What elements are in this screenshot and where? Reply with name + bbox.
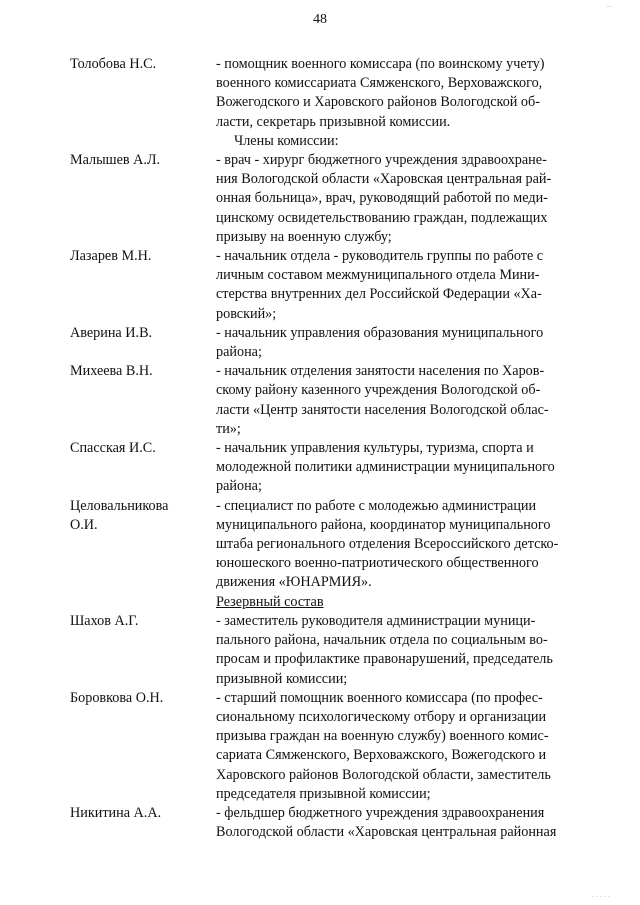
member-entry xyxy=(70,804,584,842)
role-line: юношеского военно-патриотического общественного xyxy=(216,555,539,572)
role-line: - заместитель руководителя администрации муници- xyxy=(216,612,536,629)
member-role xyxy=(216,362,584,439)
role-line: - фельдшер бюджетного учреждения здравоохранения xyxy=(216,804,545,821)
role-line: - старший помощник военного комиссара (по профес- xyxy=(216,689,543,706)
role-line: призыва граждан на военную службу) военного комис- xyxy=(216,728,549,745)
role-line: движения «ЮНАРМИЯ». xyxy=(216,574,372,591)
section-heading: Резервный состав xyxy=(216,593,324,610)
member-role xyxy=(216,612,584,689)
role-line: - врач - хирург бюджетного учреждения здравоохране- xyxy=(216,152,547,169)
member-name: Толобова Н.С. xyxy=(70,56,157,72)
member-entry xyxy=(70,247,584,324)
role-line: Вожегодского и Харовского районов Вологодской об- xyxy=(216,94,540,111)
member-name xyxy=(70,593,216,612)
role-line: военного комиссариата Сямженского, Верховажского, xyxy=(216,75,543,92)
role-line: Харовского районов Вологодской области, заместитель xyxy=(216,766,551,783)
role-line: просам и профилактике правонарушений, председатель xyxy=(216,651,553,668)
member-role xyxy=(216,497,584,593)
role-line: - специалист по работе с молодежью администрации xyxy=(216,497,537,514)
role-line: призыву на военную службу; xyxy=(216,228,392,245)
section-heading-row xyxy=(70,132,584,151)
member-name: Боровкова О.Н. xyxy=(70,689,164,706)
document-body xyxy=(70,55,584,842)
role-line: личным составом межмуниципального отдела Мини- xyxy=(216,267,540,284)
role-line: - начальник управления культуры, туризма, спорта и xyxy=(216,440,534,457)
bottom-mark: ..... xyxy=(592,890,612,899)
role-line: сариата Сямженского, Верховажского, Вожегодского и xyxy=(216,747,547,764)
member-entry xyxy=(70,55,584,132)
role-line: ния Вологодской области «Харовская центральная рай- xyxy=(216,171,552,188)
member-role xyxy=(216,324,584,362)
role-line: скому району казенного учреждения Вологодской об- xyxy=(216,382,541,399)
member-entry xyxy=(70,689,584,804)
member-name: Аверина И.В. xyxy=(70,324,153,341)
role-line: молодежной политики администрации муниципального xyxy=(216,459,555,476)
section-heading: Члены комиссии: xyxy=(234,132,339,149)
member-role xyxy=(216,55,584,132)
role-line: Вологодской области «Харовская центральная районная xyxy=(216,824,557,841)
role-line: цинскому освидетельствованию граждан, подлежащих xyxy=(216,209,548,226)
member-entry xyxy=(70,324,584,362)
role-line: ласти «Центр занятости населения Вологодской облас- xyxy=(216,401,549,418)
member-role xyxy=(216,439,584,497)
role-line: муниципального района, координатор муниципального xyxy=(216,516,551,533)
role-line: председателя призывной комиссии; xyxy=(216,785,431,802)
member-role xyxy=(216,804,584,842)
role-line: - начальник отдела - руководитель группы по работе с xyxy=(216,248,544,265)
role-line: онная больница», врач, руководящий работой по меди- xyxy=(216,190,548,207)
role-line: сиональному психологическому отбору и организации xyxy=(216,708,547,725)
page-number: 48 xyxy=(313,12,327,27)
member-role xyxy=(216,247,584,324)
member-name: Лазарев М.Н. xyxy=(70,248,152,265)
role-line: - помощник военного комиссара (по воинскому учету) xyxy=(216,56,545,72)
member-role xyxy=(216,689,584,804)
section-heading-row xyxy=(70,593,584,612)
role-line: пального района, начальник отдела по социальным во- xyxy=(216,632,548,649)
member-name: Никитина А.А. xyxy=(70,804,162,821)
role-line: района; xyxy=(216,478,262,495)
member-name: Спасская И.С. xyxy=(70,440,156,457)
member-name: Целовальникова О.И. xyxy=(70,497,169,533)
member-entry xyxy=(70,439,584,497)
role-line: - начальник управления образования муниципального xyxy=(216,324,544,341)
corner-mark: ... xyxy=(606,0,612,9)
member-entry xyxy=(70,151,584,247)
role-line: штаба регионального отделения Всероссийского детско- xyxy=(216,536,559,553)
role-line: ровский»; xyxy=(216,305,277,322)
role-line: призывной комиссии; xyxy=(216,670,348,687)
role-line: района; xyxy=(216,344,262,361)
role-line: стерства внутренних дел Российской Федерации «Ха- xyxy=(216,286,542,303)
member-entry xyxy=(70,497,584,593)
role-line: ласти, секретарь призывной комиссии. xyxy=(216,113,451,130)
member-entry xyxy=(70,612,584,689)
member-entry xyxy=(70,362,584,439)
role-line: ти»; xyxy=(216,420,241,437)
member-name: Малышев А.Л. xyxy=(70,152,161,169)
member-name xyxy=(70,132,216,151)
member-name: Шахов А.Г. xyxy=(70,612,139,629)
member-name: Михеева В.Н. xyxy=(70,363,153,380)
role-line: - начальник отделения занятости населения по Харов- xyxy=(216,363,545,380)
member-role xyxy=(216,151,584,247)
